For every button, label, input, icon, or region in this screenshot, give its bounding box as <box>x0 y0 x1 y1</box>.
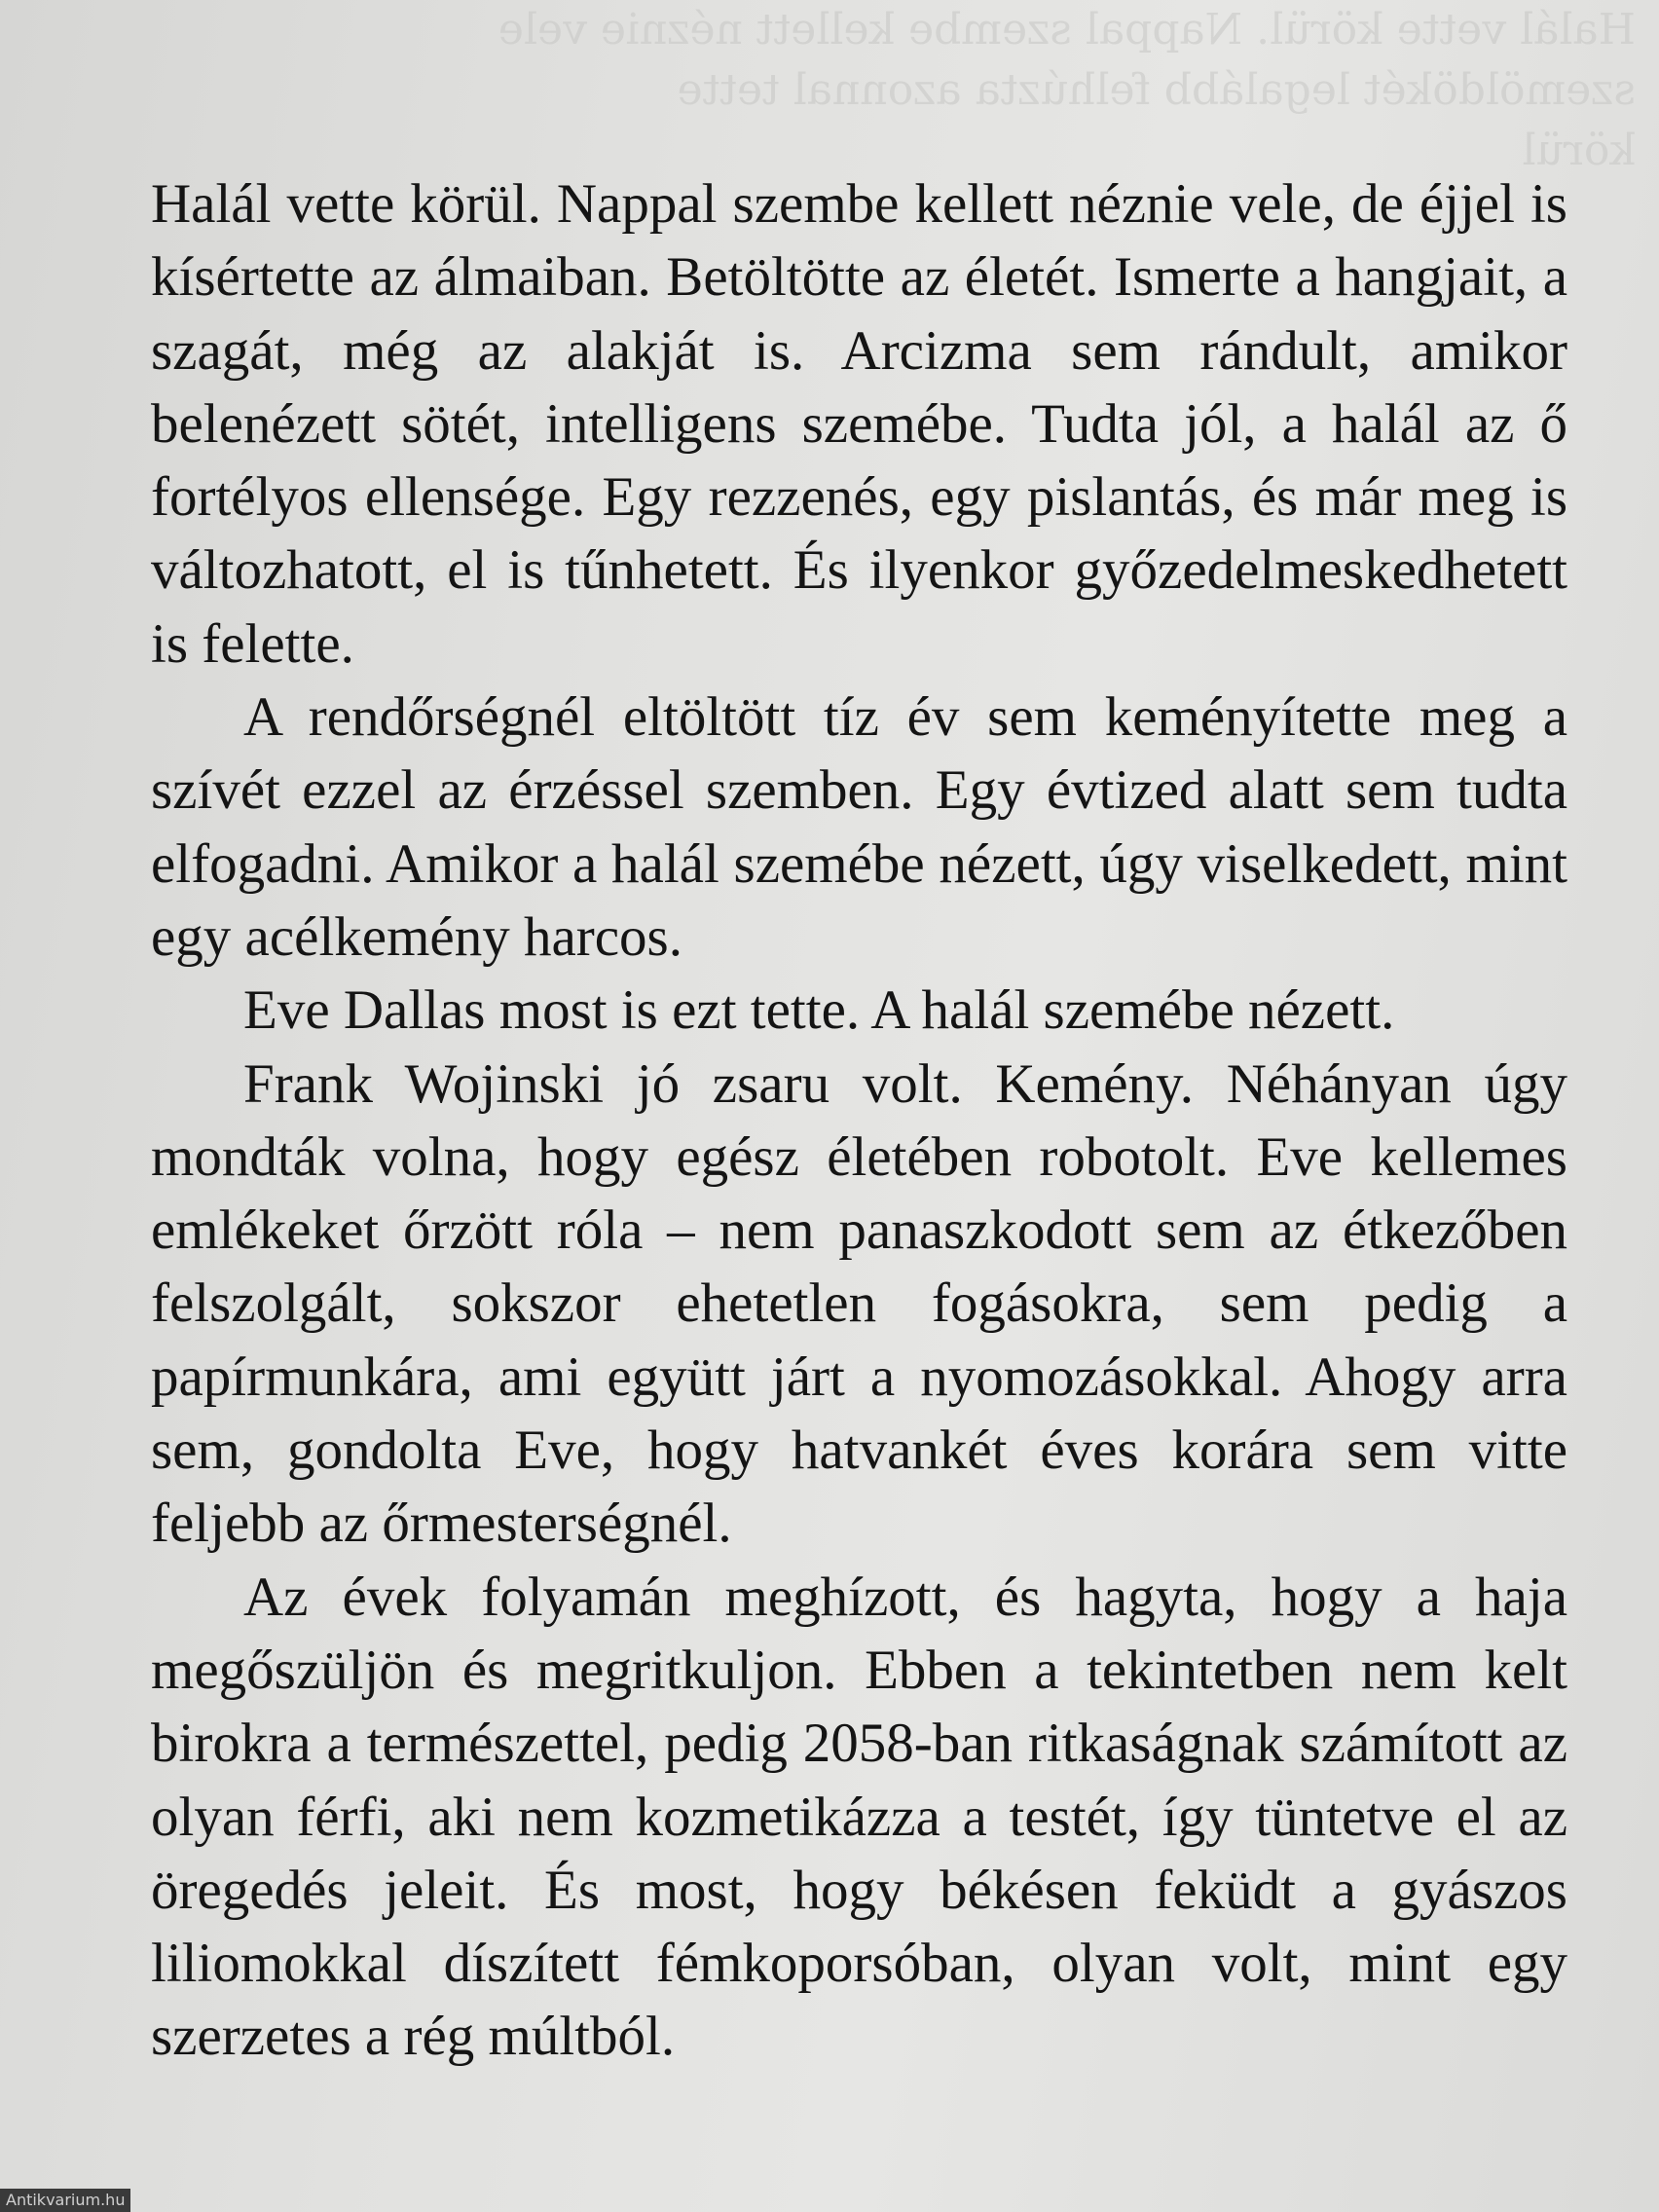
body-text <box>151 167 1567 2074</box>
watermark: Antikvarium.hu <box>0 2189 130 2212</box>
paragraph: A rendőrségnél eltöltött tíz év sem keményítette meg a szívét ezzel az érzéssel szemben. Egy évtized alatt sem tudta elfogadni. Amikor a halál szemébe nézett, úgy viselkedett, mint egy acélkemény harcos. <box>151 686 1567 968</box>
bleed-through-text <box>39 0 1636 175</box>
paragraph: Frank Wojinski jó zsaru volt. Kemény. Néhányan úgy mondták volna, hogy egész életében robotolt. Eve kellemes emlékeket őrzött róla – nem panaszkodott sem az étkezőben felszolgált, sokszor ehetetlen fogásokra, sem pedig a papírmunkára, ami együtt járt a nyomozásokkal. Ahogy arra sem, gondolta Eve, hogy hatvankét éves korára sem vitte feljebb az őrmesterségnél. <box>151 1052 1567 1555</box>
paragraph: Halál vette körül. Nappal szembe kellett néznie vele, de éjjel is kísértette az álmaiban. Betöltötte az életét. Ismerte a hangjait, a szagát, még az alakját is. Arcizma sem rándult, amikor belenézett sötét, intelligens szemébe. Tudta jól, a halál az ő fortélyos ellensége. Egy rezzenés, egy pislantás, és már meg is változhatott, el is tűnhetett. És ilyenkor győzedelmeskedhetett is felette. <box>151 173 1567 675</box>
paragraph: Az évek folyamán meghízott, és hagyta, hogy a haja megőszüljön és megritkuljon. Ebben a tekintetben nem kelt birokra a természettel, pedig 2058-ban ritkaságnak számított az olyan férfi, aki nem kozmetikázza a testét, így tüntetve el az öregedés jeleit. És most, hogy békésen feküdt a gyászos liliomokkal díszített fémkoporsóban, olyan volt, mint egy szerzetes a rég múltból. <box>151 1566 1567 2068</box>
paragraph: Eve Dallas most is ezt tette. A halál szemébe nézett. <box>243 979 1395 1042</box>
bleed-line: Halál vette körül. Nappal szembe kellett néznie vele <box>498 5 1636 55</box>
bleed-line: körül <box>1522 126 1636 175</box>
bleed-line: szemöldökét legalább felhúzta azonnal tette <box>677 65 1636 115</box>
